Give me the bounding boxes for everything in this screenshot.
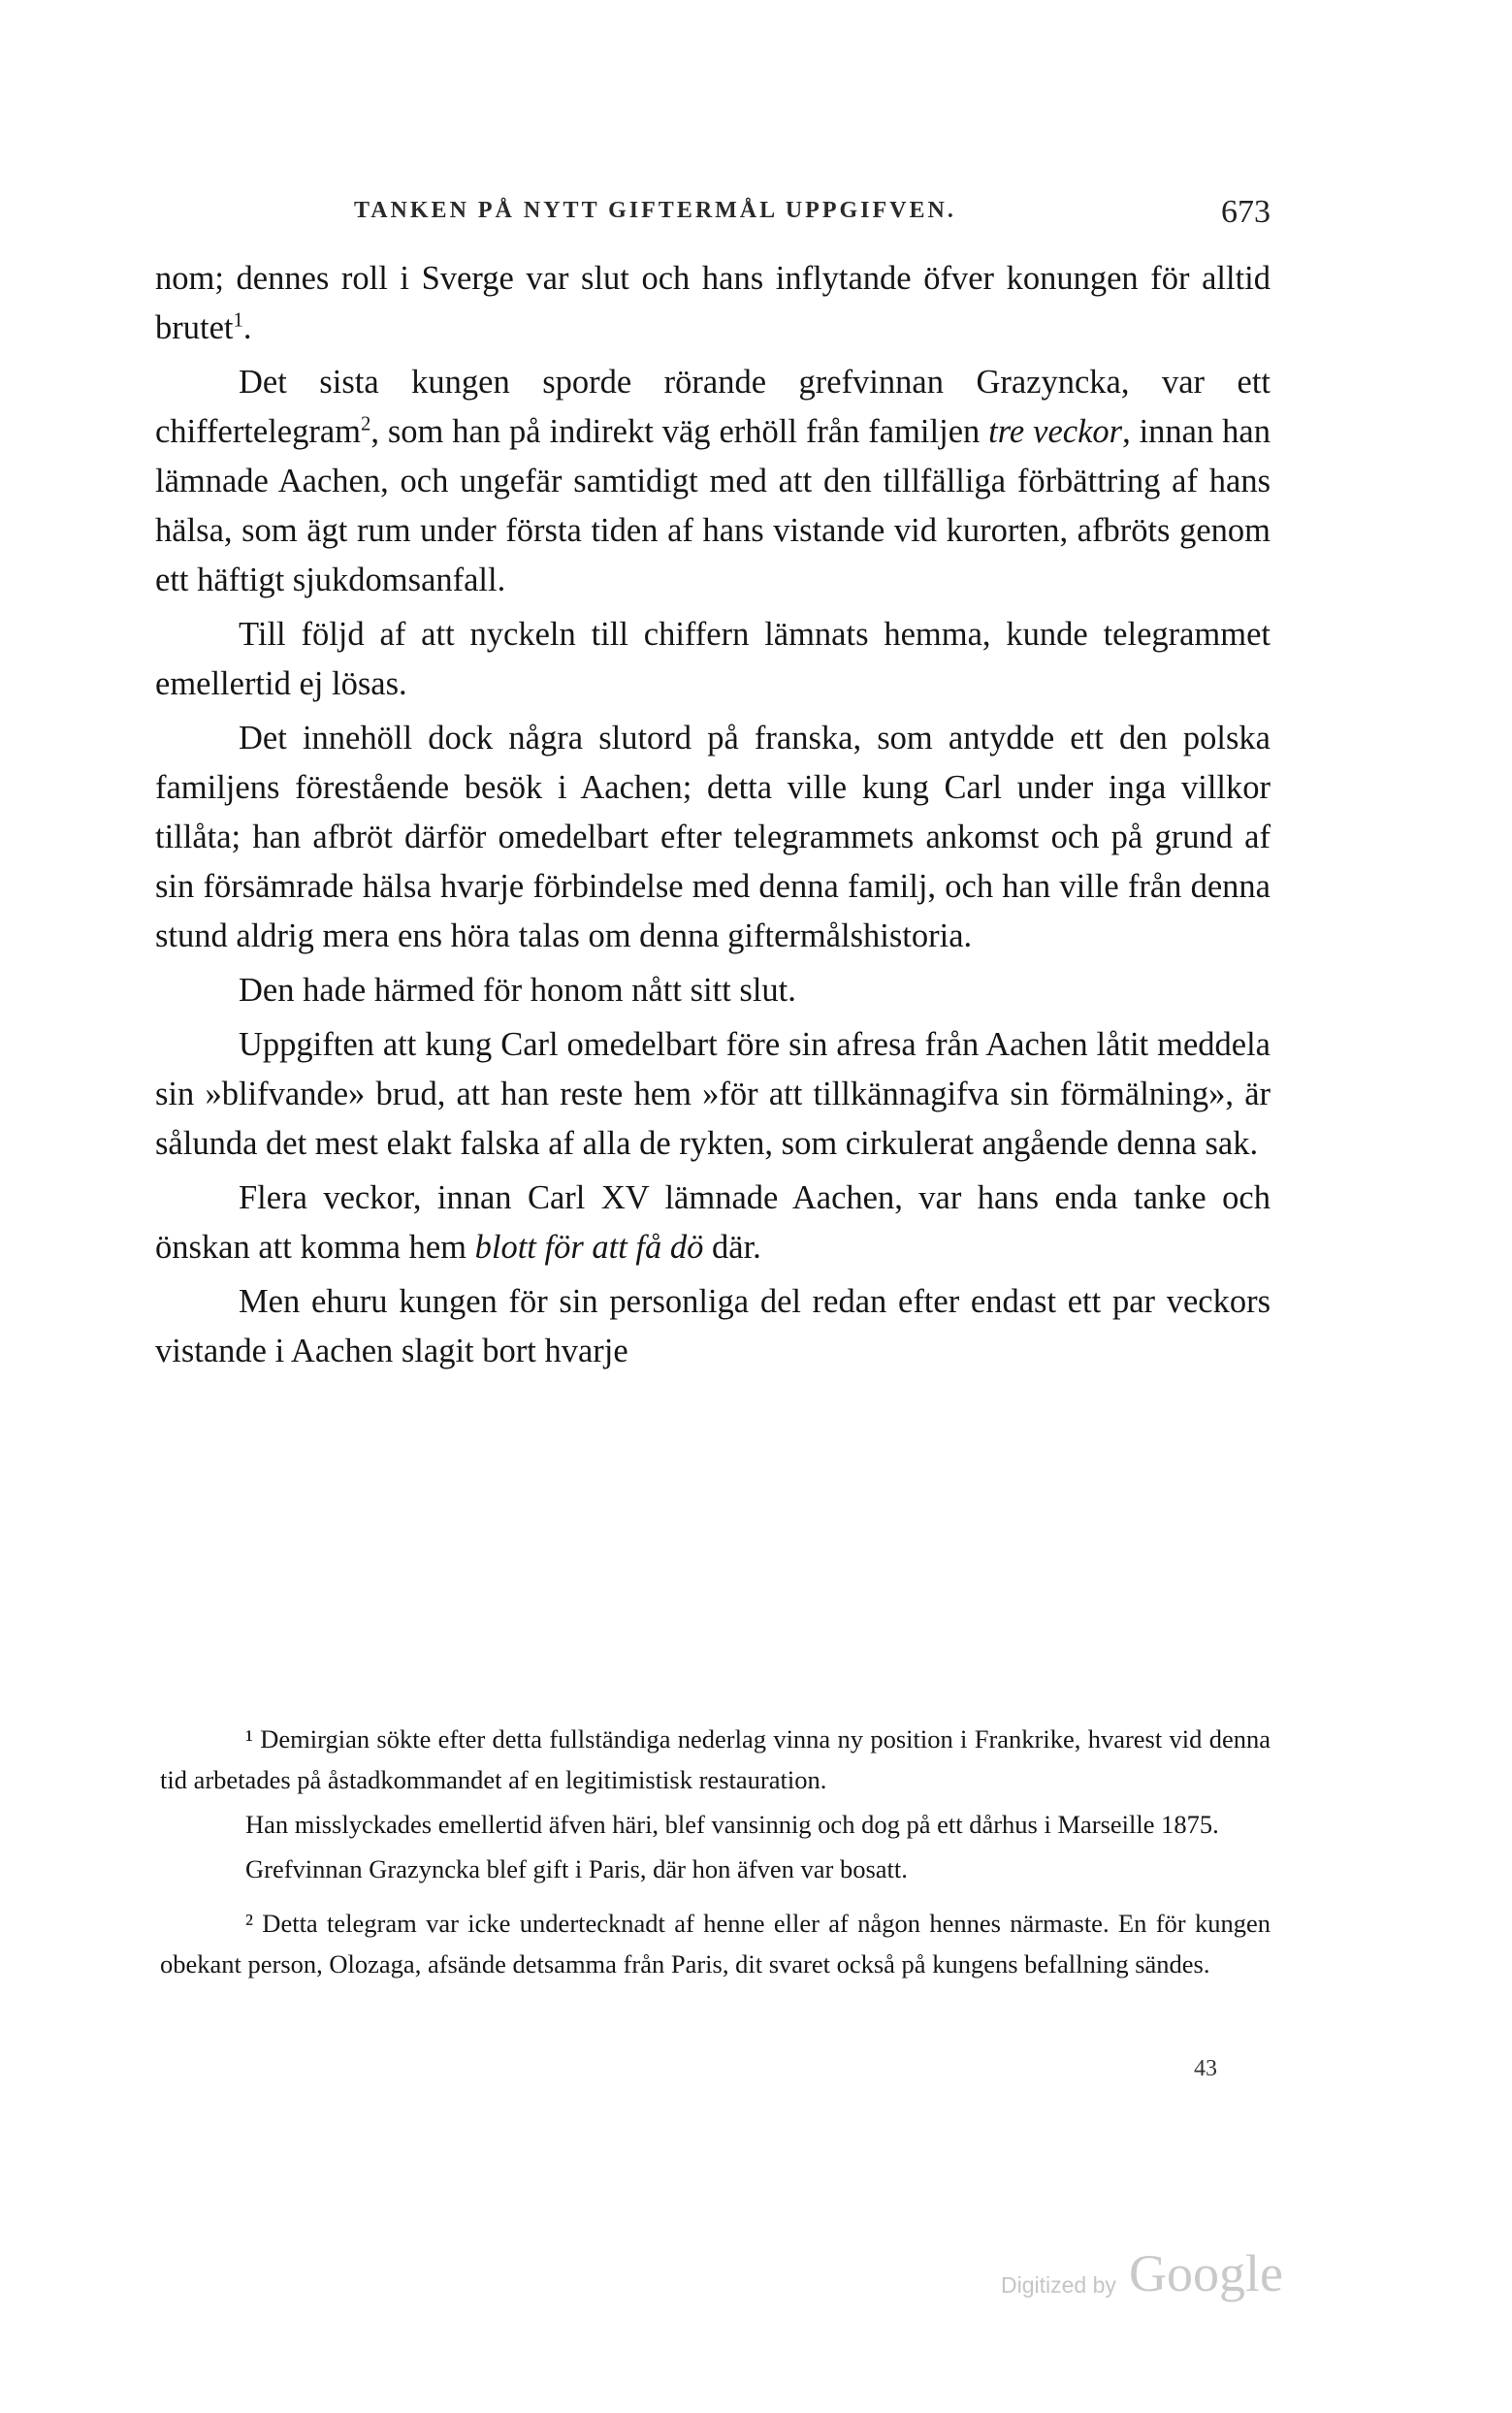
signature-mark: 43: [1194, 2056, 1217, 2081]
footnote-ref: 2: [361, 413, 371, 435]
footnote-1-continued: Han misslyckades emellertid äfven häri, blef vansinnig och dog på ett dårhus i Marseille 1875.: [245, 1810, 1219, 1839]
running-head: [155, 194, 1271, 237]
emphasis-text: blott för att få dö: [474, 1229, 704, 1266]
text-run: nom; dennes roll i Sverge var slut och hans inflytande öfver konungen för alltid brutet: [155, 260, 1271, 346]
main-text: [155, 254, 1271, 1381]
text-run: , som han på indirekt väg erhöll från familjen: [370, 413, 989, 450]
footnote-1-continued: Grefvinnan Grazyncka blef gift i Paris, där hon äfven var bosatt.: [245, 1854, 908, 1883]
text-run: Till följd af att nyckeln till chiffern lämnats hemma, kunde telegrammet emellertid ej lösas.: [155, 616, 1271, 702]
footnote-2: ² Detta telegram var icke undertecknadt af henne eller af någon hennes närmaste. En för kungen obekant person, Olozaga, afsände detsamma från Paris, dit svaret också på kungens befallning sändes.: [160, 1909, 1271, 1979]
page-number: 673: [1221, 194, 1271, 230]
paragraph: [155, 254, 1271, 353]
paragraph: [155, 610, 1271, 709]
google-logo: Google: [1129, 2244, 1283, 2302]
footnotes: [160, 1719, 1271, 1988]
digitized-watermark: [1001, 2243, 1311, 2301]
text-run: Det innehöll dock några slutord på franska, som antydde ett den polska familjens förestående besök i Aachen; detta ville kung Carl under inga villkor tillåta; han afbröt därför omedelbart efter telegrammets ankomst och på grund af sin försämrade hälsa hvarje förbindelse med denna familj, och han ville från denna stund aldrig mera ens höra talas om denna giftermålshistoria.: [155, 720, 1271, 954]
text-run: , innan han lämnade Aachen, och ungefär samtidigt med att den tillfälliga förbättring af hans hälsa, som ägt rum under första tiden af hans vistande vid kurorten, afbröts genom ett häftigt sjukdomsanfall.: [155, 413, 1271, 598]
paragraph: [155, 1174, 1271, 1272]
footnote-ref: 1: [233, 309, 243, 332]
paragraph: [155, 714, 1271, 961]
text-run: .: [242, 309, 252, 346]
emphasis-text: tre veckor: [988, 413, 1123, 450]
text-run: Uppgiften att kung Carl omedelbart före sin afresa från Aachen låtit meddela sin »blifvande» brud, att han reste hem »för att tillkännagifva sin förmälning», är sålunda det mest elakt falska af alla de rykten, som cirkulerat angående denna sak.: [155, 1026, 1271, 1162]
paragraph: [155, 358, 1271, 605]
text-run: där.: [703, 1229, 761, 1266]
footnote-1: ¹ Demirgian sökte efter detta fullständiga nederlag vinna ny position i Frankrike, hvarest vid denna tid arbetades på åstadkommandet af en legitimistisk restauration.: [160, 1724, 1271, 1794]
text-run: Men ehuru kungen för sin personliga del redan efter endast ett par veckors vistande i Aachen slagit bort hvarje: [155, 1283, 1271, 1369]
paragraph: [155, 1277, 1271, 1376]
text-run: Det sista kungen sporde rörande grefvinnan Grazyncka, var ett chiffertelegram: [155, 364, 1271, 450]
running-head-title: TANKEN PÅ NYTT GIFTERMÅL UPPGIFVEN.: [354, 198, 956, 223]
paragraph: [155, 966, 1271, 1015]
text-run: Flera veckor, innan Carl XV lämnade Aachen, var hans enda tanke och önskan att komma hem: [155, 1179, 1271, 1266]
digitized-label: Digitized by: [1001, 2272, 1116, 2298]
text-run: Den hade härmed för honom nått sitt slut.: [239, 972, 796, 1009]
paragraph: [155, 1020, 1271, 1169]
